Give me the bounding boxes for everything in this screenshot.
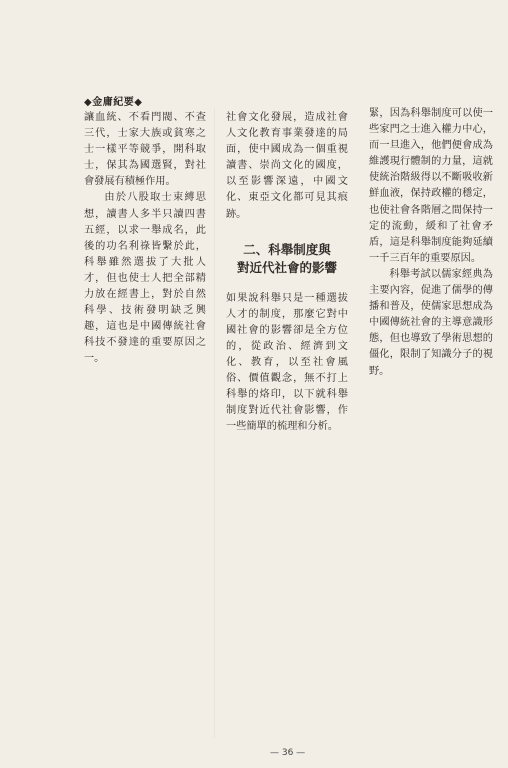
section-header: ◆金庸紀要◆	[84, 97, 143, 108]
text-column-middle	[226, 110, 348, 436]
section-subtitle: 對近代社會的影響	[236, 259, 337, 275]
paragraph: 如果說科舉只是一種選拔人才的制度，那麼它對中國社會的影響卻是全方位的，從政治、經濟到文化、教育，以至社會風俗、價值觀念，無不打上科舉的烙印，以下就科舉制度對近代社會影響，作一些簡單的梳理和分析。	[226, 292, 348, 433]
section-heading	[226, 241, 348, 277]
column-gutter	[214, 108, 215, 738]
text-column-right	[369, 106, 493, 380]
paragraph: 讓血統、不看門閥、不查三代，士家大族或貧寒之士一樣平等競爭，開科取士，保其為國選賢，對社會發展有積極作用。	[84, 112, 206, 188]
text-column-left	[84, 110, 206, 368]
page-number: — 36 —	[270, 748, 306, 758]
section-title: 二、科舉制度與	[243, 241, 331, 257]
paragraph: 科舉考試以儒家經典為主要內容，促進了儒學的傳播和普及，使儒家思想成為中國傳統社會的主導意識形態，但也導致了學術思想的僵化，限制了知識分子的視野。	[369, 268, 493, 377]
paragraph: 緊，因為科舉制度可以使一些家門之士進入權力中心，而一旦進入，他們便會成為維護現行體制的力量，這就使統治階級得以不斷吸收新鮮血液，保持政權的穩定，也使社會各階層之間保持一定的流動，緩和了社會矛盾，這是科舉制度能夠延續一千三百年的重要原因。	[369, 108, 493, 264]
paragraph: 由於八股取士束縛思想，讀書人多半只讀四書五經，以求一舉成名，此後的功名利祿皆繫於此，科舉雖然選拔了大批人才，但也使士人把全部精力放在經書上，對於自然科學、技術發明缺乏興趣，這也是中國傳統社會科技不發達的重要原因之一。	[84, 192, 206, 365]
paragraph: 社會文化發展，造成社會人文化教育事業發達的局面，使中國成為一個重視讀書、崇尚文化的國度，以至影響深遠，中國文化、東亞文化都可見其痕跡。	[226, 112, 348, 220]
